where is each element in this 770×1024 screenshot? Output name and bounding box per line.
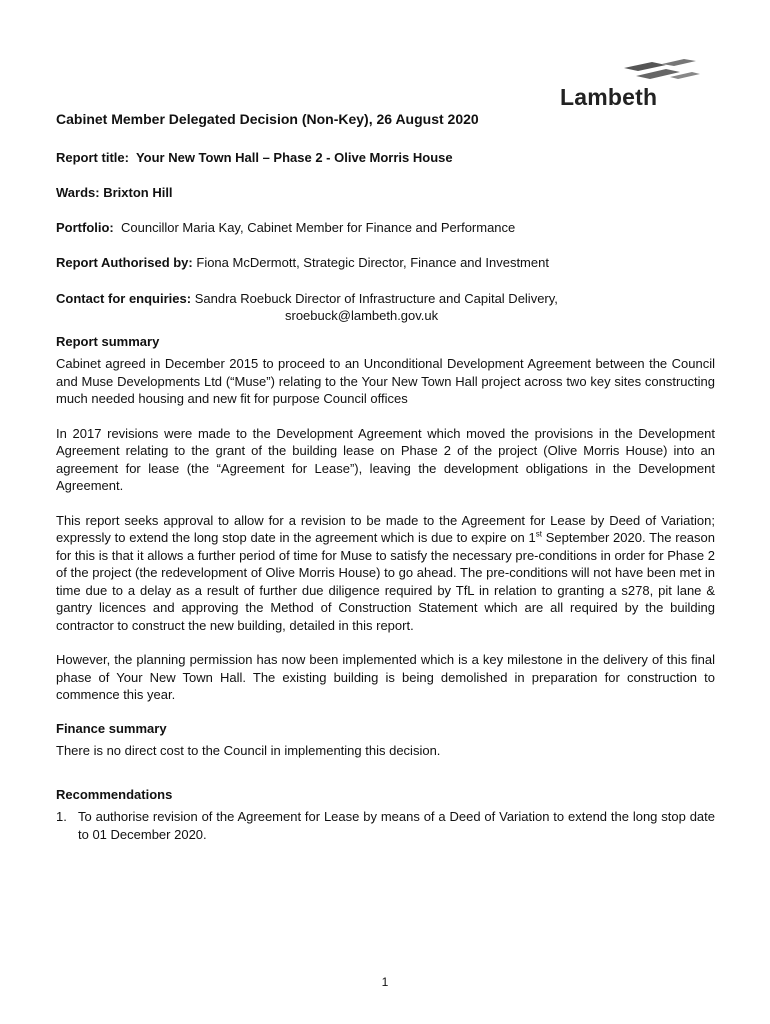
- summary-p3-superscript: st: [535, 529, 542, 539]
- recommendations-list: [56, 808, 715, 843]
- summary-paragraph-1: Cabinet agreed in December 2015 to proceed to an Unconditional Development Agreement between the Council and Muse Developments Ltd (“Muse”) relating to the Your New Town Hall project across two key sites constructing much needed housing and new fit for purpose Council offices: [56, 356, 715, 406]
- authorised-line: [56, 255, 715, 271]
- report-title-line: [56, 150, 715, 166]
- finance-summary-heading: Finance summary: [56, 720, 167, 736]
- wards-value: Brixton Hill: [103, 185, 173, 200]
- contact-label: Contact for enquiries:: [56, 291, 192, 306]
- summary-paragraph-4: However, the planning permission has now been implemented which is a key milestone in the delivery of this final phase of Your New Town Hall. The existing building is being demolished in preparation for construction to commence this year.: [56, 652, 715, 702]
- summary-paragraph-2: In 2017 revisions were made to the Development Agreement which moved the provisions in the Development Agreement relating to the grant of the building lease on Phase 2 of the project (Olive Morris House) into an agreement for lease (the “Agreement for Lease”), leaving the development obligations in the Development Agreement.: [56, 425, 715, 493]
- authorised-value: Fiona McDermott, Strategic Director, Finance and Investment: [196, 255, 549, 270]
- summary-p3-part-b: September 2020. The reason for this is that it allows a further period of time for Muse to satisfy the necessary pre-conditions in order for Phase 2 of the project (the redevelopment of Olive Morris House) to go ahead. The pre-conditions will not have been met in time due to a delay as a result of further due diligence required by TfL in relation to granting a s278, pit lane & gantry licences and approving the Method of Construction Statement which are all required by the building contractor to construct the new building, detailed in this report.: [56, 530, 715, 633]
- portfolio-value: Councillor Maria Kay, Cabinet Member for Finance and Performance: [121, 220, 516, 235]
- contact-line: [56, 290, 715, 307]
- recommendation-text: To authorise revision of the Agreement for Lease by means of a Deed of Variation to extend the long stop date to 01 December 2020.: [78, 809, 715, 842]
- report-summary-heading: Report summary: [56, 334, 160, 349]
- recommendations-heading: Recommendations: [56, 787, 173, 802]
- summary-paragraph-3: [56, 512, 715, 635]
- report-title-value: Your New Town Hall – Phase 2 - Olive Morris House: [135, 150, 453, 165]
- portfolio-line: [56, 220, 715, 236]
- contact-value: Sandra Roebuck Director of Infrastructure and Capital Delivery,: [194, 291, 558, 306]
- recommendation-number: 1.: [56, 809, 67, 824]
- list-item: [56, 808, 715, 843]
- lambeth-logo: [560, 58, 700, 110]
- finance-summary-text: There is no direct cost to the Council in implementing this decision.: [56, 742, 441, 758]
- wards-label: Wards:: [56, 185, 100, 200]
- document-body: [56, 111, 715, 843]
- authorised-label: Report Authorised by:: [56, 255, 193, 270]
- portfolio-label: Portfolio:: [56, 220, 114, 235]
- logo-text: Lambeth: [560, 84, 658, 110]
- report-title-label: Report title:: [56, 150, 129, 165]
- page-number: 1: [381, 975, 389, 989]
- wards-line: [56, 185, 715, 201]
- summary-p3-part-a: This report seeks approval to allow for a revision to be made to the Agreement for Lease by Deed of Variation; expressly to extend the long stop date in the agreement which is due to expire on 1: [56, 512, 715, 545]
- contact-email: sroebuck@lambeth.gov.uk: [285, 308, 439, 323]
- lambeth-logo-icon: [622, 58, 700, 84]
- document-title: Cabinet Member Delegated Decision (Non-Key), 26 August 2020: [56, 111, 479, 127]
